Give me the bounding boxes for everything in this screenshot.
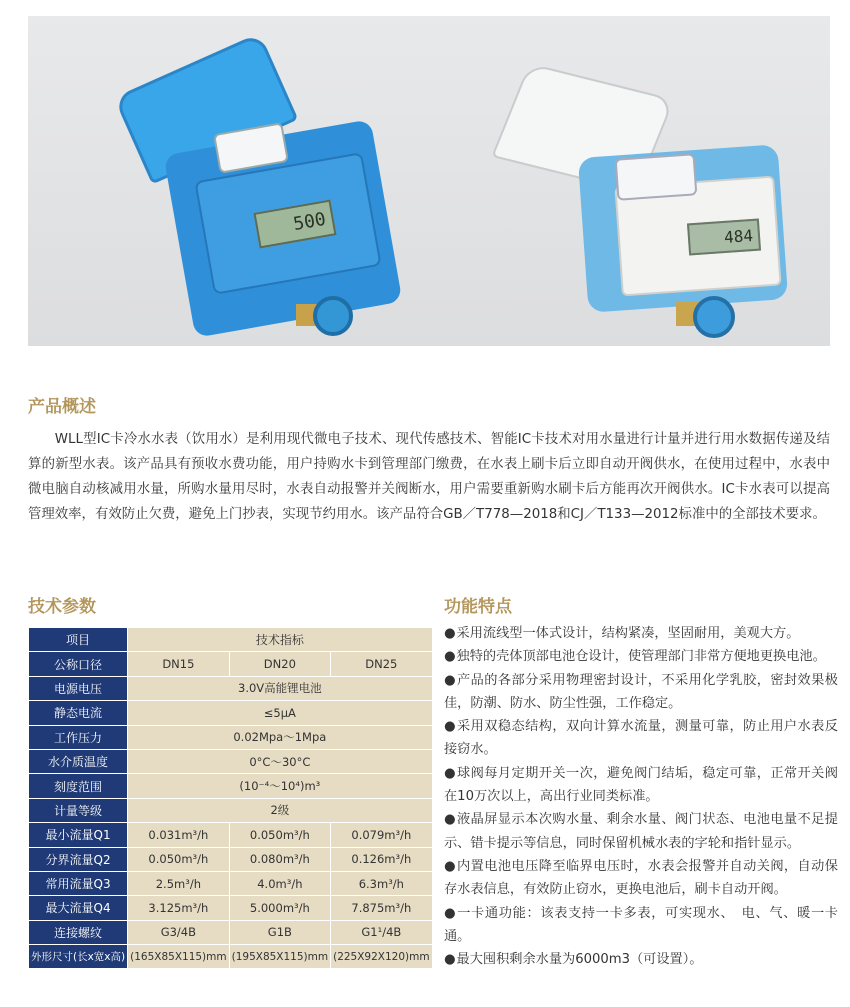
feature-item: ● 采用双稳态结构，双向计算水流量，测量可靠，防止用户水表反接窃水。	[444, 715, 838, 762]
table-row	[29, 823, 433, 847]
table-row	[29, 847, 433, 871]
param-value: ≤5μA	[128, 701, 432, 725]
table-row	[29, 896, 433, 920]
feature-item: ● 最大囤积剩余水量为6000m3（可设置）。	[444, 948, 838, 971]
param-value: 0.02Mpa～1Mpa	[128, 725, 432, 749]
overview-title: 产品概述	[28, 397, 96, 417]
param-value: 6.3m³/h	[331, 871, 432, 895]
table-row	[29, 652, 433, 676]
param-label: 最大流量Q4	[29, 896, 128, 920]
param-value: 5.000m³/h	[229, 896, 330, 920]
feature-item: ● 内置电池电压降至临界电压时，水表会报警并自动关阀，自动保存水表信息，有效防止窃水，更换电池后，刷卡自动开阀。	[444, 855, 838, 902]
table-header-row	[29, 628, 433, 652]
param-value: 3.125m³/h	[128, 896, 229, 920]
meter-left-lcd: 500	[253, 200, 336, 249]
param-value: 0.050m³/h	[229, 823, 330, 847]
param-value: 4.0m³/h	[229, 871, 330, 895]
param-value: 2.5m³/h	[128, 871, 229, 895]
table-row	[29, 725, 433, 749]
table-header-value: 技术指标	[128, 628, 432, 652]
param-value: (10⁻⁴～10⁴)m³	[128, 774, 432, 798]
param-label: 公称口径	[29, 652, 128, 676]
meter-left-pipe-cap	[313, 296, 353, 336]
table-row	[29, 701, 433, 725]
param-value: (195X85X115)mm	[229, 945, 330, 969]
param-value: 0.079m³/h	[331, 823, 432, 847]
param-label: 外形尺寸(长x宽x高)	[29, 945, 128, 969]
param-label: 静态电流	[29, 701, 128, 725]
param-label: 水介质温度	[29, 749, 128, 773]
param-label: 刻度范围	[29, 774, 128, 798]
param-value: (225X92X120)mm	[331, 945, 432, 969]
param-value: DN25	[331, 652, 432, 676]
param-value: 0.050m³/h	[128, 847, 229, 871]
param-value: 0.031m³/h	[128, 823, 229, 847]
param-label: 常用流量Q3	[29, 871, 128, 895]
table-row	[29, 798, 433, 822]
param-value: 2级	[128, 798, 432, 822]
meter-right-pipe-cap	[693, 296, 735, 338]
table-row	[29, 871, 433, 895]
meter-right-lcd: 484	[687, 219, 761, 256]
feature-item: ● 采用流线型一体式设计，结构紧凑，坚固耐用，美观大方。	[444, 622, 838, 645]
table-row	[29, 676, 433, 700]
meter-right-dial	[615, 153, 698, 200]
feature-item: ● 球阀每月定期开关一次，避免阀门结垢，稳定可靠，正常开关阀在10万次以上，高出行业同类标准。	[444, 762, 838, 809]
feature-item: ● 独特的壳体顶部电池仓设计，使管理部门非常方便地更换电池。	[444, 645, 838, 668]
param-value: DN15	[128, 652, 229, 676]
param-label: 计量等级	[29, 798, 128, 822]
param-label: 最小流量Q1	[29, 823, 128, 847]
param-value: DN20	[229, 652, 330, 676]
features-list	[444, 622, 838, 971]
table-row	[29, 920, 433, 944]
tech-params-title: 技术参数	[28, 597, 96, 617]
param-value: 0.126m³/h	[331, 847, 432, 871]
param-value: 0°C～30°C	[128, 749, 432, 773]
param-label: 分界流量Q2	[29, 847, 128, 871]
table-row	[29, 945, 433, 969]
param-value: 7.875m³/h	[331, 896, 432, 920]
param-label: 电源电压	[29, 676, 128, 700]
tech-params-table	[28, 627, 433, 969]
table-row	[29, 774, 433, 798]
param-label: 工作压力	[29, 725, 128, 749]
param-label: 连接螺纹	[29, 920, 128, 944]
feature-item: ● 液晶屏显示本次购水量、剩余水量、阀门状态、电池电量不足提示、错卡提示等信息，同时保留机械水表的字轮和指针显示。	[444, 808, 838, 855]
param-value: (165X85X115)mm	[128, 945, 229, 969]
overview-body: WLL型IC卡冷水水表（饮用水）是利用现代微电子技术、现代传感技术、智能IC卡技术对用水量进行计量并进行用水数据传递及结算的新型水表。该产品具有预收水费功能，用户持购水卡到管理部门缴费，在水表上刷卡后立即自动开阀供水，在使用过程中，水表中微电脑自动核减用水量，所购水量用尽时，水表自动报警并关阀断水，用户需要重新购水刷卡后方能再次开阀供水。IC卡水表可以提高管理效率，有效防止欠费，避免上门抄表，实现节约用水。该产品符合GB／T778—2018和CJ／T133—2012标准中的全部技术要求。	[28, 432, 830, 522]
feature-item: ● 一卡通功能：该表支持一卡多表，可实现水、 电、气、暖一卡通。	[444, 902, 838, 949]
feature-item: ● 产品的各部分采用物理密封设计，不采用化学乳胶，密封效果极佳，防潮、防水、防尘性强，工作稳定。	[444, 669, 838, 716]
param-value: 3.0V高能锂电池	[128, 676, 432, 700]
features-title: 功能特点	[444, 597, 512, 617]
param-value: G1¹/4B	[331, 920, 432, 944]
table-header-label: 项目	[29, 628, 128, 652]
product-photo	[28, 16, 830, 346]
table-row	[29, 749, 433, 773]
param-value: 0.080m³/h	[229, 847, 330, 871]
param-value: G3/4B	[128, 920, 229, 944]
param-value: G1B	[229, 920, 330, 944]
